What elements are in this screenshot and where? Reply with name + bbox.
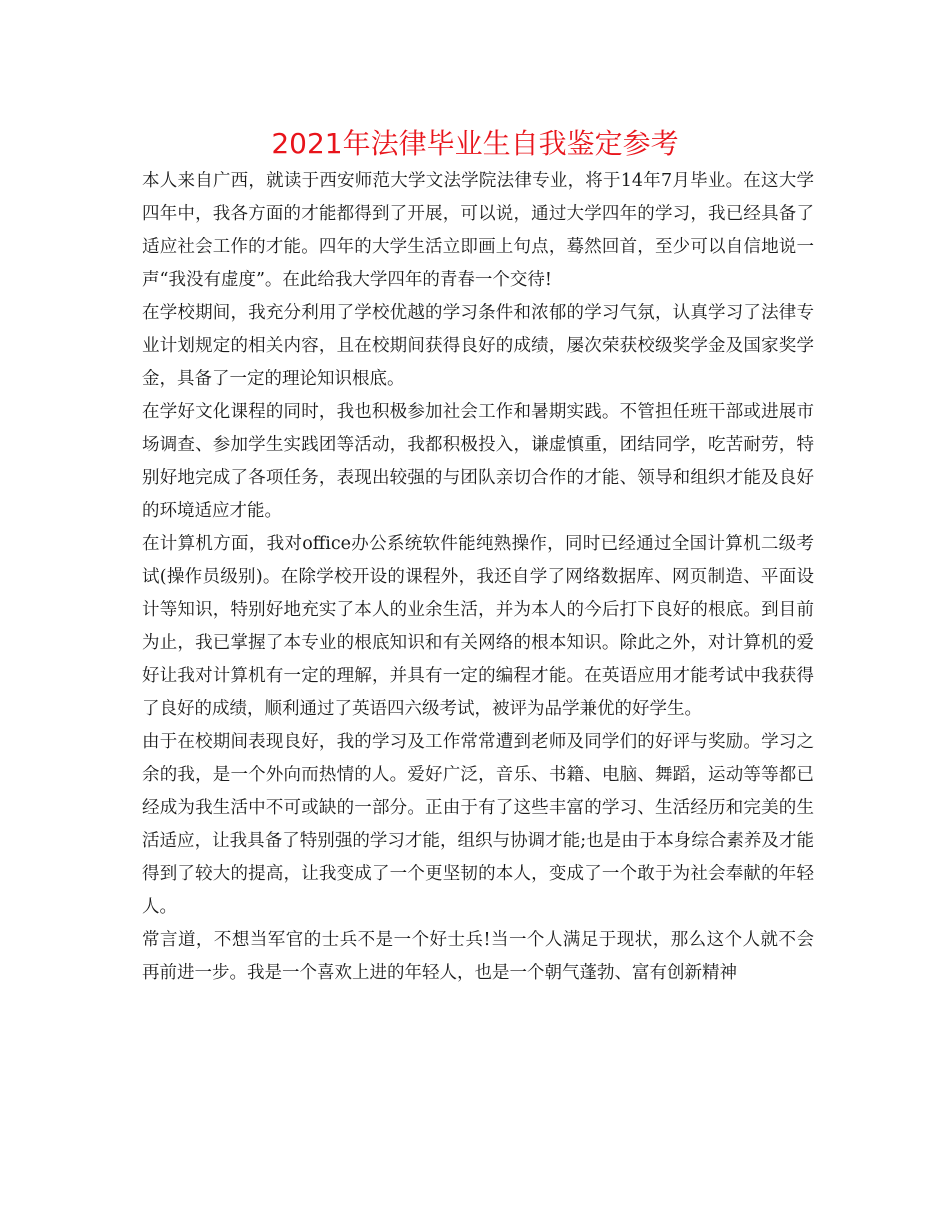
paragraph-1: 本人来自广西，就读于西安师范大学文法学院法律专业，将于14年7月毕业。在这大学四年中，我各方面的才能都得到了开展，可以说，通过大学四年的学习，我已经具备了适应社会工作的才能。四年的大学生活立即画上句点，蓦然回首，至少可以自信地说一声“我没有虚度”。在此给我大学四年的青春一个交待! [142,171,814,290]
paragraph-4: 在计算机方面，我对office办公系统软件能纯熟操作，同时已经通过全国计算机二级考试(操作员级别)。在除学校开设的课程外，我还自学了网络数据库、网页制造、平面设计等知识，特别好地充实了本人的业余生活，并为本人的今后打下良好的根底。到目前为止，我已掌握了本专业的根底知识和有关网络的根本知识。除此之外，对计算机的爱好让我对计算机有一定的理解，并具有一定的编程才能。在英语应用才能考试中我获得了良好的成绩，顺利通过了英语四六级考试，被评为品学兼优的好学生。 [142,534,814,719]
document-title: 2021年法律毕业生自我鉴定参考 [271,127,679,160]
paragraph-3: 在学好文化课程的同时，我也积极参加社会工作和暑期实践。不管担任班干部或进展市场调查、参加学生实践团等活动，我都积极投入，谦虚慎重，团结同学，吃苦耐劳，特别好地完成了各项任务，表现出较强的与团队亲切合作的才能、领导和组织才能及良好的环境适应才能。 [142,402,814,521]
paragraph-2: 在学校期间，我充分利用了学校优越的学习条件和浓郁的学习气氛，认真学习了法律专业计划规定的相关内容，且在校期间获得良好的成绩，屡次荣获校级奖学金及国家奖学金，具备了一定的理论知识根底。 [142,303,814,389]
paragraph-6: 常言道，不想当军官的士兵不是一个好士兵!当一个人满足于现状，那么这个人就不会再前进一步。我是一个喜欢上进的年轻人，也是一个朝气蓬勃、富有创新精神 [142,930,814,983]
document-body [142,165,814,990]
paragraph-5: 由于在校期间表现良好，我的学习及工作常常遭到老师及同学们的好评与奖励。学习之余的我，是一个外向而热情的人。爱好广泛，音乐、书籍、电脑、舞蹈，运动等等都已经成为我生活中不可或缺的一部分。正由于有了这些丰富的学习、生活经历和完美的生活适应，让我具备了特别强的学习才能，组织与协调才能;也是由于本身综合素养及才能得到了较大的提高，让我变成了一个更坚韧的本人，变成了一个敢于为社会奉献的年轻人。 [142,732,814,917]
